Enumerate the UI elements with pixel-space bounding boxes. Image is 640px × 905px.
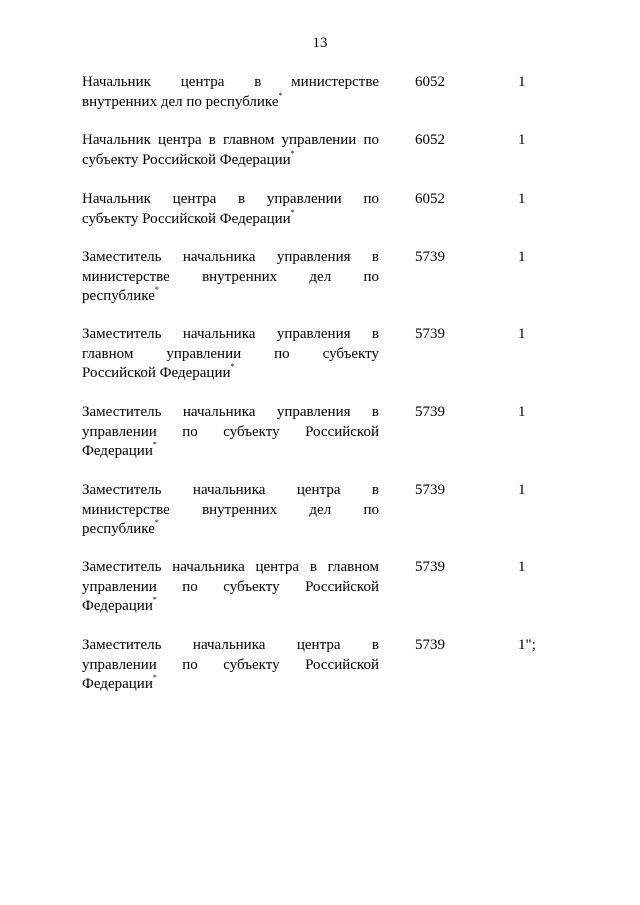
position-title-text: республике bbox=[82, 521, 155, 537]
footnote-mark: * bbox=[290, 148, 295, 158]
position-title-line bbox=[82, 675, 379, 695]
position-title-text: Заместитель начальника управления в bbox=[82, 249, 379, 265]
position-title-text: Заместитель начальника управления в bbox=[82, 404, 379, 420]
position-title-line bbox=[82, 73, 379, 93]
footnote-mark: * bbox=[152, 595, 157, 604]
position-title-text: министерстве внутренних дел по bbox=[82, 501, 379, 518]
position-code: 5739 bbox=[415, 559, 445, 575]
position-title-line bbox=[82, 248, 379, 268]
position-title-text: Заместитель начальника управления в bbox=[82, 326, 379, 342]
position-title-line bbox=[82, 558, 379, 578]
position-count: 1 bbox=[518, 74, 526, 90]
position-title-line bbox=[82, 148, 379, 171]
position-title bbox=[82, 248, 379, 307]
position-title-line bbox=[82, 364, 379, 384]
position-title-text: управлении по субъекту Российской bbox=[82, 656, 379, 673]
page-number: 13 bbox=[312, 35, 328, 51]
position-title-text: внутренних дел по республике bbox=[82, 93, 279, 110]
position-title-text: республике bbox=[82, 288, 155, 304]
position-title-text: Российской Федерации bbox=[82, 365, 231, 381]
position-title-text: Заместитель начальника центра в bbox=[82, 637, 379, 653]
position-title-text: главном управлении по субъекту bbox=[82, 345, 379, 362]
position-title-text: Начальник центра в главном управлении по bbox=[82, 132, 379, 148]
position-title-line bbox=[82, 423, 379, 443]
position-title bbox=[82, 325, 379, 384]
position-count: 1"; bbox=[518, 637, 536, 653]
position-code: 5739 bbox=[415, 404, 445, 420]
footnote-mark: * bbox=[154, 285, 159, 294]
position-title bbox=[82, 131, 379, 170]
position-title bbox=[82, 558, 379, 617]
position-title-line bbox=[82, 636, 379, 656]
position-code: 6052 bbox=[415, 74, 445, 90]
position-count: 1 bbox=[518, 249, 526, 265]
position-title-text: Федерации bbox=[82, 598, 153, 614]
position-title-text: Заместитель начальника центра в bbox=[82, 482, 379, 498]
position-title-text: Начальник центра в министерстве bbox=[82, 74, 379, 90]
footnote-mark: * bbox=[152, 440, 157, 449]
position-count: 1 bbox=[518, 404, 526, 420]
position-title-text: Начальник центра в управлении по bbox=[82, 191, 379, 207]
position-title-line bbox=[82, 501, 379, 521]
position-count: 1 bbox=[518, 482, 526, 498]
position-count: 1 bbox=[518, 326, 526, 342]
position-title bbox=[82, 190, 379, 229]
position-title-line bbox=[82, 520, 379, 540]
position-title-text: субъекту Российской Федерации bbox=[82, 151, 291, 168]
position-title-line bbox=[82, 90, 379, 113]
position-count: 1 bbox=[518, 132, 526, 148]
position-title-line bbox=[82, 442, 379, 462]
position-title bbox=[82, 636, 379, 695]
position-title-line bbox=[82, 190, 379, 210]
position-count: 1 bbox=[518, 191, 526, 207]
position-title bbox=[82, 481, 379, 540]
footnote-mark: * bbox=[290, 207, 295, 217]
position-title-line bbox=[82, 656, 379, 676]
position-title-line bbox=[82, 287, 379, 307]
position-title-line bbox=[82, 268, 379, 288]
position-title-line bbox=[82, 207, 379, 230]
position-title-line bbox=[82, 578, 379, 598]
footnote-mark: * bbox=[154, 518, 159, 527]
position-code: 5739 bbox=[415, 482, 445, 498]
position-code: 5739 bbox=[415, 637, 445, 653]
footnote-mark: * bbox=[278, 90, 283, 100]
position-title bbox=[82, 73, 379, 112]
position-title bbox=[82, 403, 379, 462]
position-title-text: Федерации bbox=[82, 676, 153, 692]
position-code: 6052 bbox=[415, 191, 445, 207]
position-title-text: Заместитель начальника центра в главном bbox=[82, 559, 379, 575]
position-count: 1 bbox=[518, 559, 526, 575]
position-title-line bbox=[82, 481, 379, 501]
position-title-text: субъекту Российской Федерации bbox=[82, 210, 291, 227]
footnote-mark: * bbox=[230, 362, 235, 371]
position-title-text: Федерации bbox=[82, 443, 153, 459]
position-title-text: министерстве внутренних дел по bbox=[82, 268, 379, 285]
footnote-mark: * bbox=[152, 673, 157, 682]
position-code: 5739 bbox=[415, 249, 445, 265]
position-title-text: управлении по субъекту Российской bbox=[82, 578, 379, 595]
position-code: 5739 bbox=[415, 326, 445, 342]
position-code: 6052 bbox=[415, 132, 445, 148]
position-title-line bbox=[82, 131, 379, 151]
position-title-line bbox=[82, 403, 379, 423]
position-title-text: управлении по субъекту Российской bbox=[82, 423, 379, 440]
position-title-line bbox=[82, 597, 379, 617]
position-title-line bbox=[82, 325, 379, 345]
